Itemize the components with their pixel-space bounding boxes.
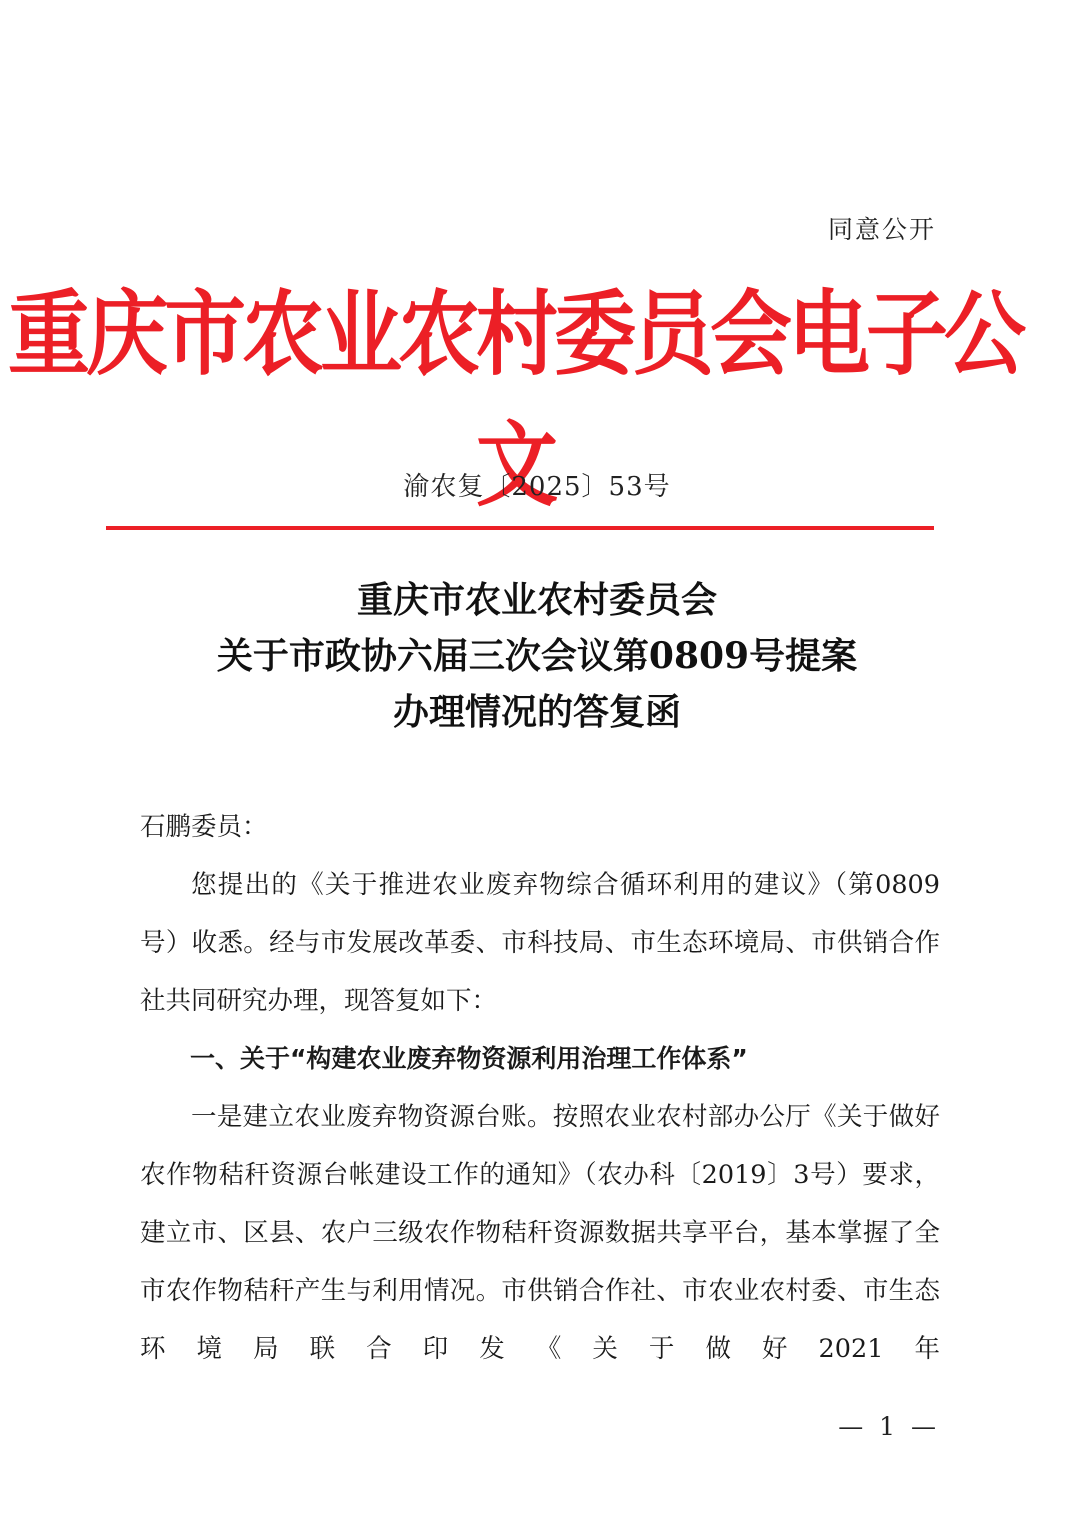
paragraph-intro: 您提出的《关于推进农业废弃物综合循环利用的建议》（第0809号）收悉。经与市发展改革委、市科技局、市生态环境局、市供销合作社共同研究办理，现答复如下： — [140, 870, 940, 1016]
masthead-title: 重庆市农业农村委员会电子公文 — [7, 282, 1022, 520]
document-title — [0, 572, 1074, 740]
salutation: 石鹏委员： — [140, 812, 268, 842]
title-line-1: 重庆市农业农村委员会 — [356, 579, 717, 621]
red-divider-line — [106, 526, 934, 530]
title-line-2: 关于市政协六届三次会议第0809号提案 — [216, 635, 858, 677]
document-body — [140, 798, 940, 1378]
title-line-3: 办理情况的答复函 — [392, 691, 681, 733]
page-number: — 1 — — [838, 1412, 940, 1441]
document-number: 渝农复〔2025〕53号 — [403, 472, 671, 502]
paragraph-1: 一是建立农业废弃物资源台账。按照农业农村部办公厅《关于做好农作物秸秆资源台帐建设工作的通知》（农办科〔2019〕3号）要求，建立市、区县、农户三级农作物秸秆资源数据共享平台，基本掌握了全市农作物秸秆产生与利用情况。市供销合作社、市农业农村委、市生态环境局联合印发《关于做好2021年 — [140, 1102, 940, 1364]
disclosure-label: 同意公开 — [827, 215, 936, 244]
section-heading-1: 一、关于“构建农业废弃物资源利用治理工作体系” — [190, 1044, 748, 1073]
